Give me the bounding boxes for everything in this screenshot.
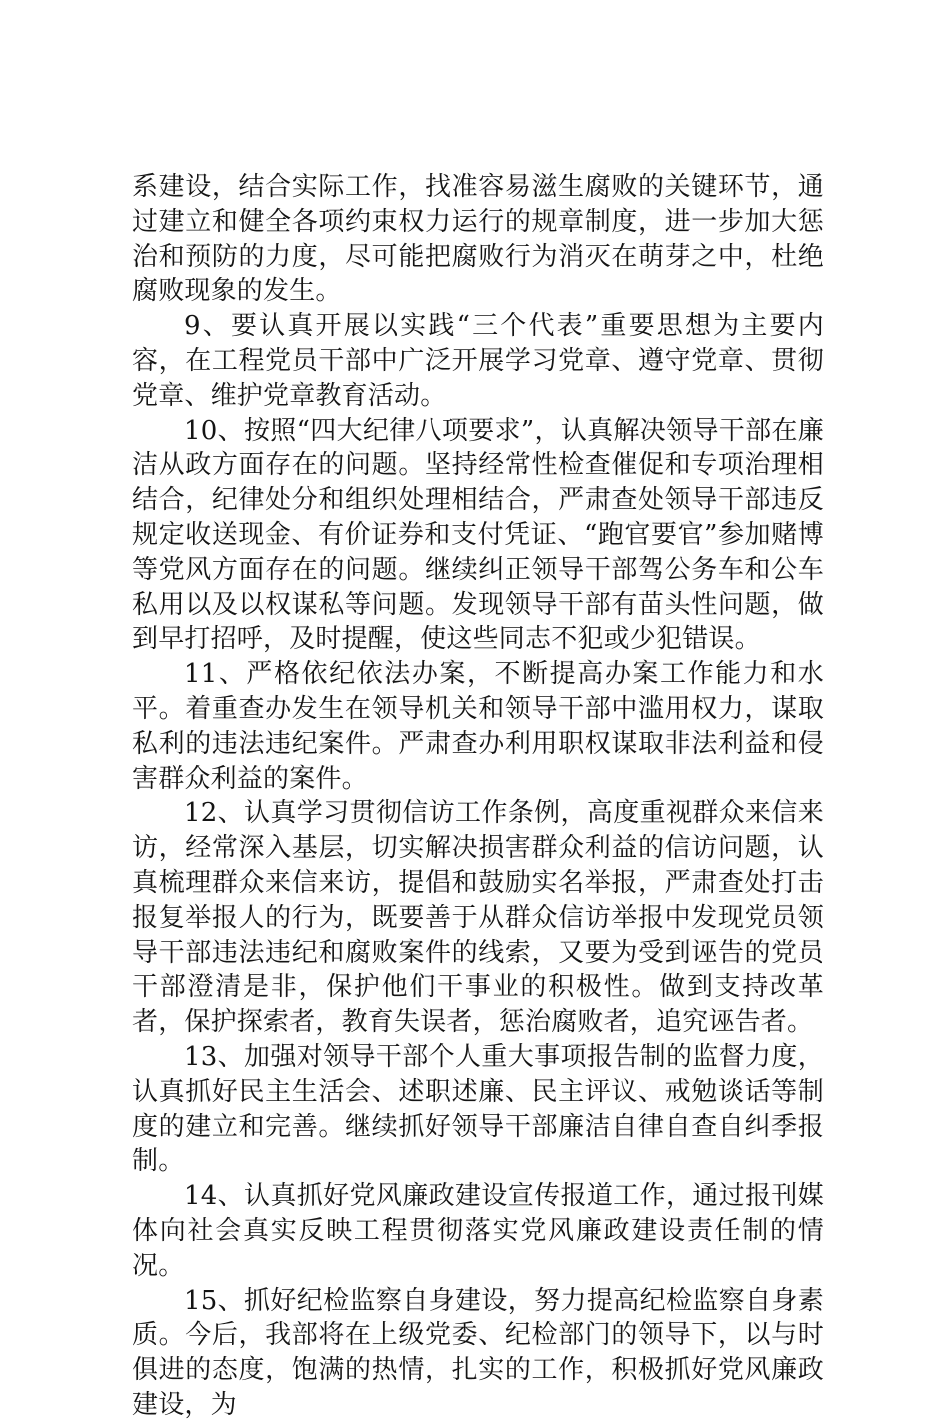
document-body (132, 170, 824, 1423)
paragraph-item-9: 9、要认真开展以实践“三个代表”重要思想为主要内容，在工程党员干部中广泛开展学习党章、遵守党章、贯彻党章、维护党章教育活动。 (132, 311, 824, 411)
paragraph-item-13: 13、加强对领导干部个人重大事项报告制的监督力度，认真抓好民主生活会、述职述廉、民主评议、戒勉谈话等制度的建立和完善。继续抓好领导干部廉洁自律自查自纠季报制。 (132, 1041, 824, 1177)
paragraph-item-12: 12、认真学习贯彻信访工作条例，高度重视群众来信来访，经常深入基层，切实解决损害群众利益的信访问题，认真梳理群众来信来访，提倡和鼓励实名举报，严肃查处打击报复举报人的行为，既要善于从群众信访举报中发现党员领导干部违法违纪和腐败案件的线索，又要为受到诬告的党员干部澄清是非，保护他们干事业的积极性。做到支持改革者，保护探索者，教育失误者，惩治腐败者，追究诬告者。 (132, 798, 824, 1038)
paragraph-continuation: 系建设，结合实际工作，找准容易滋生腐败的关键环节，通过建立和健全各项约束权力运行的规章制度，进一步加大惩治和预防的力度，尽可能把腐败行为消灭在萌芽之中，杜绝腐败现象的发生。 (132, 172, 824, 307)
paragraph-item-14: 14、认真抓好党风廉政建设宣传报道工作，通过报刊媒体向社会真实反映工程贯彻落实党风廉政建设责任制的情况。 (132, 1181, 824, 1281)
paragraph-item-11: 11、严格依纪依法办案，不断提高办案工作能力和水平。着重查办发生在领导机关和领导干部中滥用权力，谋取私利的违法违纪案件。严肃查办利用职权谋取非法利益和侵害群众利益的案件。 (132, 659, 824, 794)
paragraph-item-10: 10、按照“四大纪律八项要求”，认真解决领导干部在廉洁从政方面存在的问题。坚持经常性检查催促和专项治理相结合，纪律处分和组织处理相结合，严肃查处领导干部违反规定收送现金、有价证券和支付凭证、“跑官要官”参加赌博等党风方面存在的问题。继续纠正领导干部驾公务车和公车私用以及以权谋私等问题。发现领导干部有苗头性问题，做到早打招呼，及时提醒，使这些同志不犯或少犯错误。 (132, 415, 824, 655)
paragraph-item-15: 15、抓好纪检监察自身建设，努力提高纪检监察自身素质。今后，我部将在上级党委、纪检部门的领导下，以与时俱进的态度，饱满的热情，扎实的工作，积极抓好党风廉政建设，为 (132, 1285, 824, 1420)
